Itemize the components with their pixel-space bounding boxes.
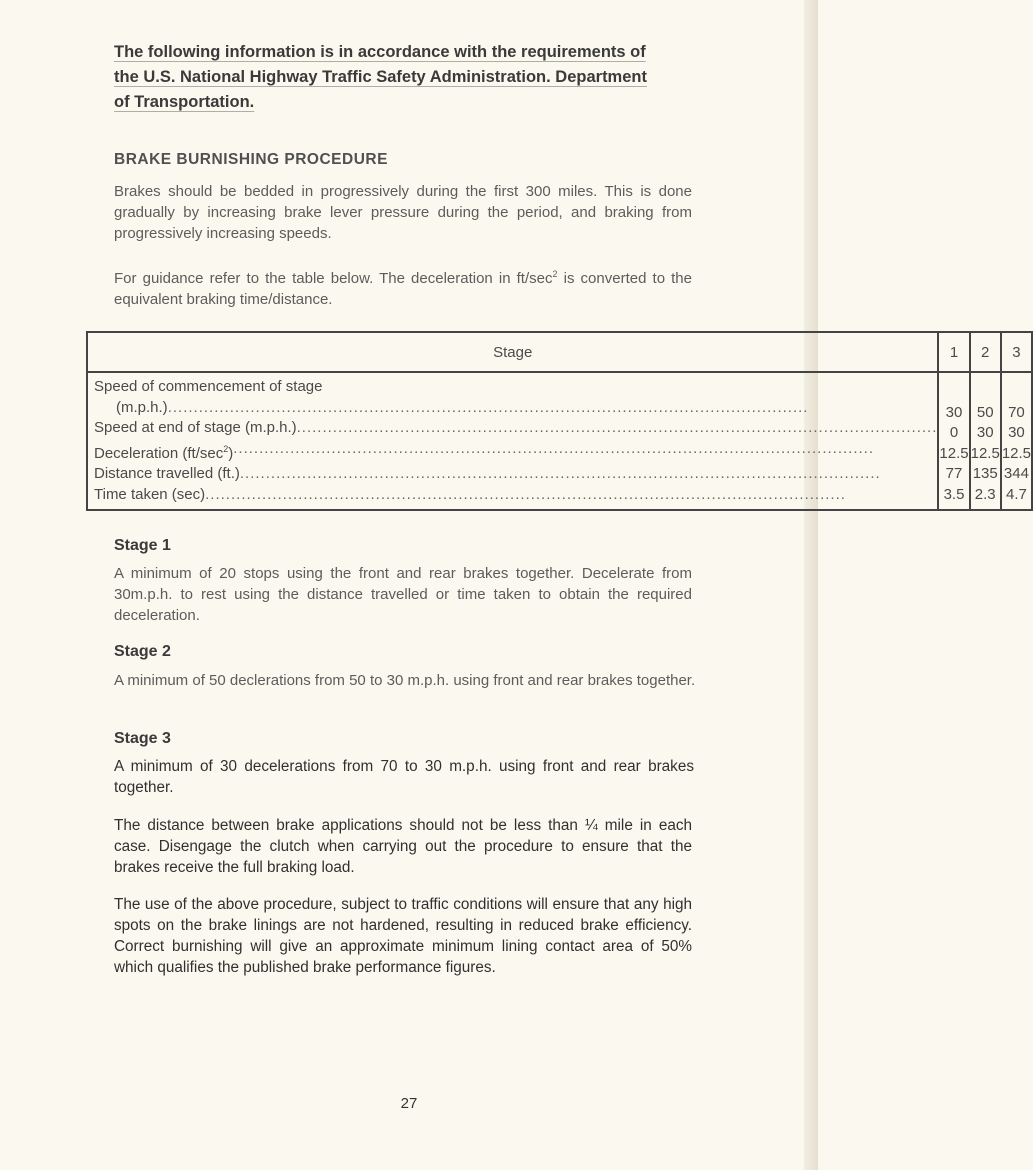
stage-2-deceleration: 12.5 [970, 444, 1000, 462]
stage-1-speed-commence: 30 [945, 403, 963, 421]
stage-3-speed-end: 30 [1008, 424, 1025, 441]
paragraph-use: The use of the above procedure, subject to traffic conditions will ensure that any high spots on the brake linings are not hardened, resulting in reduced brake efficiency. Correct burnishing will give an approximate minimum lining contact area of 50% which qualifies the published brake performance figures. [114, 896, 692, 976]
leader-dots [168, 398, 938, 419]
stage-2-speed-end: 30 [976, 424, 994, 441]
intro-notice [114, 40, 704, 115]
intro-line-2: the U.S. National Highway Traffic Safety Administration. Department [114, 68, 647, 86]
stage-3-title: Stage 3 [114, 730, 171, 747]
intro-line-3: of Transportation. [114, 93, 255, 111]
stage-1-text: A minimum of 20 stops using the front and rear brakes together. Decelerate from 30m.p.h. to rest using the distance travelled or time taken to obtain the required deceleration. [114, 565, 692, 624]
table-body-row [87, 372, 1032, 510]
label-decel-sup: 2 [223, 443, 229, 454]
burnishing-table [86, 331, 1033, 511]
label-deceleration [94, 439, 233, 465]
stage-1-distance: 77 [945, 465, 963, 482]
row-labels [87, 372, 938, 510]
leader-dots [205, 485, 937, 506]
guidance-text-end: is converted to the equivalent braking time/distance. [114, 270, 692, 308]
header-stage: Stage [87, 332, 938, 372]
stage-1-values [938, 372, 969, 510]
leader-dots [297, 418, 938, 439]
leader-dots [240, 464, 938, 485]
stage-3-time: 4.7 [1005, 485, 1027, 503]
stage-3-deceleration: 12.5 [1001, 444, 1032, 462]
stage-3-speed-commence: 70 [1008, 403, 1025, 421]
stage-3-values [1001, 372, 1032, 510]
paragraph-guidance [114, 264, 692, 310]
label-decel-close: ) [228, 444, 234, 462]
page-number: 27 [400, 1095, 418, 1112]
stage-1-time: 3.5 [943, 485, 965, 503]
stage-2-text: A minimum of 50 declerations from 50 to 30 m.p.h. using front and rear brakes together. [114, 672, 696, 689]
stage-2-distance: 135 [972, 465, 998, 482]
stage-1-speed-end: 0 [949, 424, 959, 441]
stage-3-text: A minimum of 30 decelerations from 70 to 30 m.p.h. using front and rear brakes together. [114, 758, 694, 796]
header-stage-1: 1 [938, 332, 969, 372]
stage-2-title: Stage 2 [114, 643, 171, 660]
label-decel-text: Deceleration (ft/sec [94, 444, 224, 462]
label-time: Time taken (sec) [94, 485, 206, 503]
label-speed-end: Speed at end of stage (m.p.h.) [94, 419, 297, 436]
stage-1-deceleration: 12.5 [939, 444, 969, 462]
intro-line-1: The following information is in accordance with the requirements of [114, 43, 646, 61]
header-stage-3: 3 [1001, 332, 1032, 372]
label-distance: Distance travelled (ft.) [94, 465, 240, 482]
label-speed-commence-unit: (m.p.h.) [116, 398, 168, 416]
guidance-text: For guidance refer to the table below. The deceleration in ft/sec [114, 270, 553, 287]
header-stage-2: 2 [970, 332, 1001, 372]
leader-dots [233, 439, 937, 465]
label-speed-commence: Speed of commencement of stage [94, 378, 323, 395]
paragraph-distance: The distance between brake applications should not be less than ¼ mile in each case. Disengage the clutch when carrying out the procedure to ensure that the brakes receive the full braking load. [114, 817, 692, 876]
section-title: BRAKE BURNISHING PROCEDURE [114, 151, 388, 168]
stage-2-time: 2.3 [974, 485, 996, 503]
table-header-row [87, 332, 1032, 372]
stage-2-speed-commence: 50 [976, 403, 994, 421]
stage-2-values [970, 372, 1001, 510]
guidance-sup: 2 [552, 269, 558, 279]
stage-3-distance: 344 [1003, 465, 1029, 482]
stage-1-title: Stage 1 [114, 537, 171, 554]
page-edge [804, 0, 818, 1170]
paragraph-bedding: Brakes should be bedded in progressively during the first 300 miles. This is done gradually by increasing brake lever pressure during the period, and braking from progressively increasing speeds. [114, 183, 692, 242]
